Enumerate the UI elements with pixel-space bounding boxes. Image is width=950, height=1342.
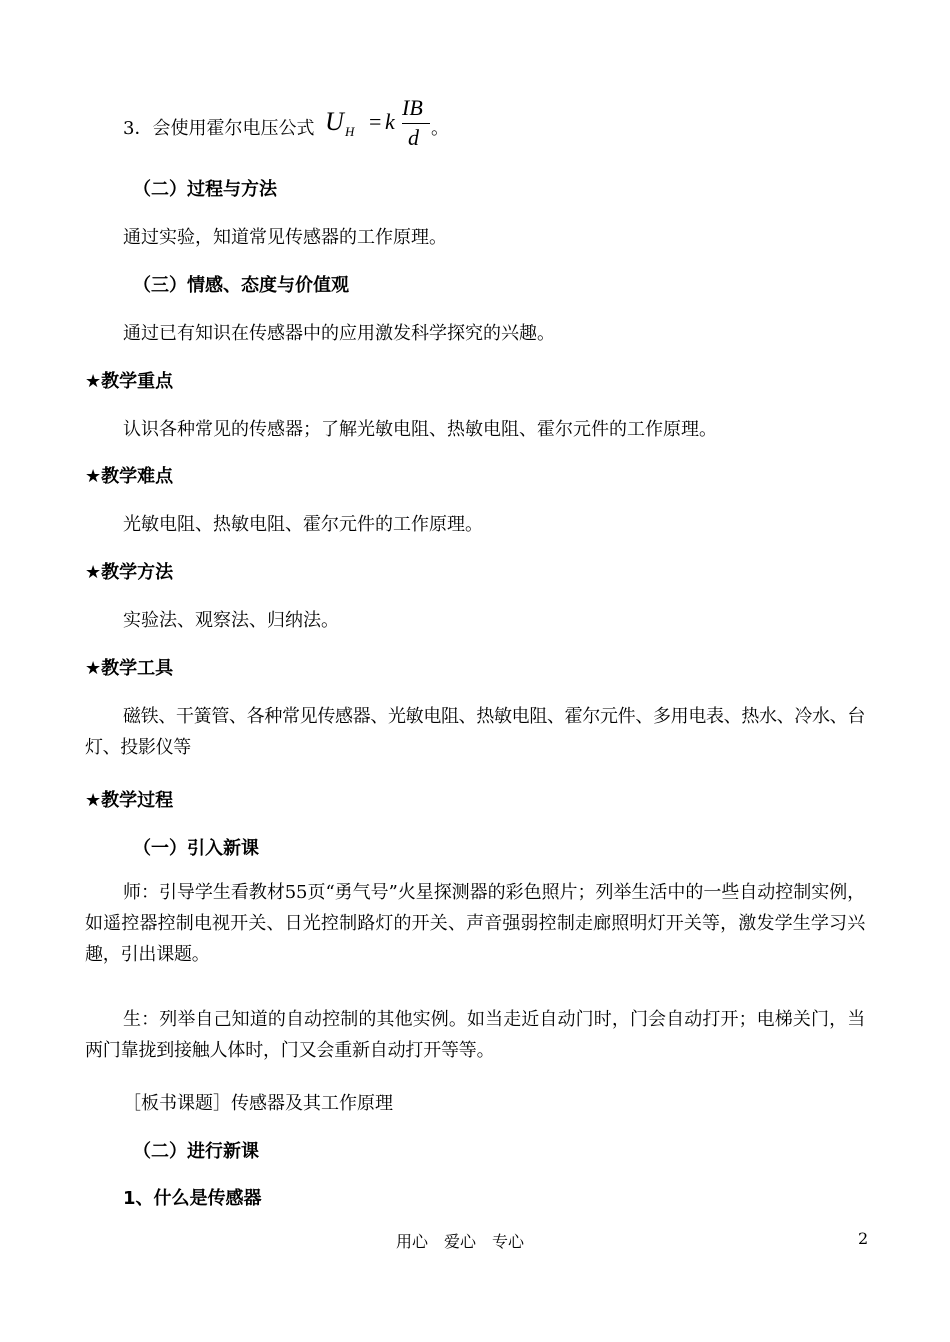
heading-difficulties: ★教学难点 xyxy=(85,466,174,487)
emotion-values-text: 通过已有知识在传感器中的应用激发科学探究的兴趣。 xyxy=(123,323,555,344)
formula-fraction-bar xyxy=(402,123,430,124)
page-number: 2 xyxy=(858,1229,869,1248)
goal-3-prefix: 3．会使用霍尔电压公式 xyxy=(123,118,315,139)
process-methods-text: 通过实验，知道常见传感器的工作原理。 xyxy=(123,227,447,248)
heading-emotion-values: （三）情感、态度与价值观 xyxy=(133,275,349,296)
heading-process-methods: （二）过程与方法 xyxy=(133,179,277,200)
key-points-text: 认识各种常见的传感器；了解光敏电阻、热敏电阻、霍尔元件的工作原理。 xyxy=(123,419,717,440)
methods-text: 实验法、观察法、归纳法。 xyxy=(123,610,339,631)
student-paragraph: 生：列举自己知道的自动控制的其他实例。如当走近自动门时，门会自动打开；电梯关门，当两门靠拢到接触人体时，门又会重新自动打开等等。 xyxy=(85,1009,865,1061)
formula-denominator: d xyxy=(408,125,419,150)
formula-subscript-h: H xyxy=(345,124,355,139)
heading-what-is-sensor: 1、什么是传感器 xyxy=(123,1188,262,1209)
heading-teaching-process: ★教学过程 xyxy=(85,790,174,811)
formula-numerator: IB xyxy=(402,95,423,120)
board-title: ［板书课题］传感器及其工作原理 xyxy=(123,1093,393,1114)
teacher-paragraph: 师：引导学生看教材55页“勇气号”火星探测器的彩色照片；列举生活中的一些自动控制实例，如遥控器控制电视开关、日光控制路灯的开关、声音强弱控制走廊照明灯开关等，激发学生学习兴趣，引出课题。 xyxy=(85,882,865,965)
goal-3-suffix: 。 xyxy=(431,118,449,139)
footer-motto: 用心 爱心 专心 xyxy=(396,1232,525,1251)
heading-methods: ★教学方法 xyxy=(85,562,174,583)
formula-k: k xyxy=(385,109,395,134)
formula-u: U xyxy=(325,107,344,136)
heading-key-points: ★教学重点 xyxy=(85,371,174,392)
formula-equals: = xyxy=(369,109,382,134)
heading-introduce-lesson: （一）引入新课 xyxy=(133,838,259,859)
difficulties-text: 光敏电阻、热敏电阻、霍尔元件的工作原理。 xyxy=(123,514,483,535)
heading-tools: ★教学工具 xyxy=(85,658,174,679)
heading-new-lesson: （二）进行新课 xyxy=(133,1141,259,1162)
tools-text: 磁铁、干簧管、各种常见传感器、光敏电阻、热敏电阻、霍尔元件、多用电表、热水、冷水、台灯、投影仪等 xyxy=(85,706,865,758)
